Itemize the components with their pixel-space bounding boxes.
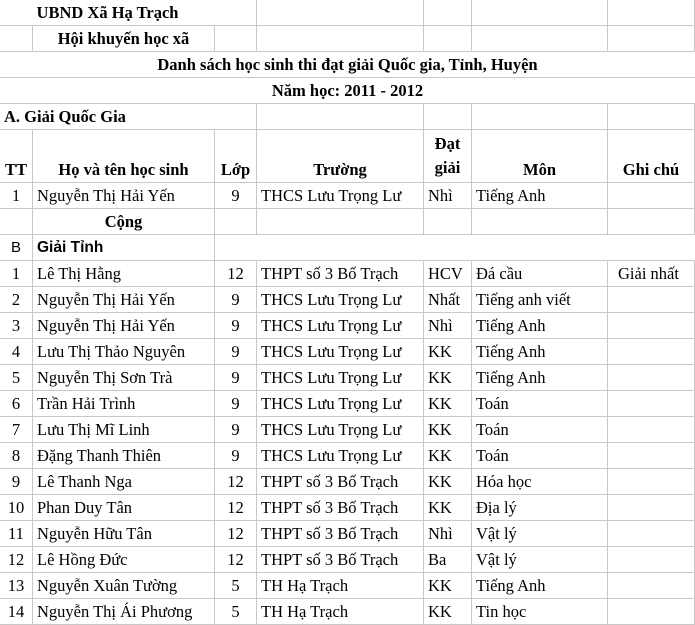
col-header-name[interactable]: Họ và tên học sinh — [33, 130, 215, 182]
cell-subject[interactable]: Toán — [472, 391, 608, 416]
cell-school[interactable]: THCS Lưu Trọng Lư — [257, 287, 424, 312]
cell-tt[interactable]: 1 — [0, 183, 33, 208]
cell-school[interactable]: THPT số 3 Bố Trạch — [257, 469, 424, 494]
cell-note[interactable] — [608, 573, 695, 598]
cell-school[interactable]: THCS Lưu Trọng Lư — [257, 339, 424, 364]
cell-tt[interactable]: 7 — [0, 417, 33, 442]
table-row — [0, 287, 695, 313]
column-header-row — [0, 130, 695, 183]
cell-grade[interactable]: 9 — [215, 287, 257, 312]
cell-school[interactable]: TH Hạ Trạch — [257, 573, 424, 598]
cell-grade[interactable]: 9 — [215, 391, 257, 416]
cell-note[interactable] — [608, 287, 695, 312]
table-row — [0, 417, 695, 443]
cell-subject[interactable]: Tiếng Anh — [472, 339, 608, 364]
empty-cell[interactable] — [257, 209, 424, 234]
cell-tt[interactable]: 9 — [0, 469, 33, 494]
section-a-rows — [0, 183, 695, 209]
col-header-award-line1: Đạt — [434, 134, 461, 153]
cell-subject[interactable]: Hóa học — [472, 469, 608, 494]
col-header-note[interactable]: Ghi chú — [608, 130, 695, 182]
cell-note[interactable] — [608, 391, 695, 416]
empty-cell[interactable] — [215, 26, 257, 51]
association-name[interactable]: Hội khuyến học xã — [33, 26, 215, 51]
cell-subject[interactable]: Tiếng Anh — [472, 313, 608, 338]
empty-cell[interactable] — [424, 104, 472, 129]
table-row — [0, 521, 695, 547]
cell-award[interactable]: Nhì — [424, 313, 472, 338]
cell-tt[interactable]: 12 — [0, 547, 33, 572]
cell-name[interactable]: Lê Thanh Nga — [33, 469, 215, 494]
school-year[interactable]: Năm học: 2011 - 2012 — [271, 81, 424, 100]
cell-grade[interactable]: 12 — [215, 261, 257, 286]
cell-grade[interactable]: 9 — [215, 443, 257, 468]
empty-cell[interactable] — [608, 26, 695, 51]
empty-cell[interactable] — [472, 104, 608, 129]
cell-award[interactable]: Nhì — [424, 183, 472, 208]
cell-award[interactable]: Nhất — [424, 287, 472, 312]
empty-cell[interactable] — [608, 209, 695, 234]
cell-grade[interactable]: 12 — [215, 547, 257, 572]
cell-note[interactable] — [608, 183, 695, 208]
empty-cell[interactable] — [472, 0, 608, 25]
section-a-row — [0, 104, 695, 130]
cell-subject[interactable]: Tiếng Anh — [472, 573, 608, 598]
cell-name[interactable]: Đặng Thanh Thiên — [33, 443, 215, 468]
cell-tt[interactable]: 2 — [0, 287, 33, 312]
table-row — [0, 443, 695, 469]
cell-name[interactable]: Lê Thị Hằng — [33, 261, 215, 286]
cell-name[interactable]: Lê Hồng Đức — [33, 547, 215, 572]
col-header-subject[interactable]: Môn — [472, 130, 608, 182]
cell-note[interactable] — [608, 313, 695, 338]
cell-note[interactable] — [608, 495, 695, 520]
empty-cell[interactable] — [257, 104, 424, 129]
empty-cell[interactable] — [215, 235, 695, 260]
table-row — [0, 313, 695, 339]
cell-name[interactable]: Nguyễn Hữu Tân — [33, 521, 215, 546]
cell-school[interactable]: THPT số 3 Bố Trạch — [257, 495, 424, 520]
cell-tt[interactable]: 1 — [0, 261, 33, 286]
cell-school[interactable]: THCS Lưu Trọng Lư — [257, 443, 424, 468]
total-label[interactable]: Cộng — [33, 209, 215, 234]
empty-cell[interactable] — [472, 209, 608, 234]
cell-award[interactable]: Ba — [424, 547, 472, 572]
cell-award[interactable]: KK — [424, 391, 472, 416]
cell-note[interactable] — [608, 443, 695, 468]
cell-tt[interactable]: 10 — [0, 495, 33, 520]
cell-grade[interactable]: 5 — [215, 573, 257, 598]
cell-note[interactable] — [608, 365, 695, 390]
cell-subject[interactable]: Vật lý — [472, 521, 608, 546]
table-row — [0, 391, 695, 417]
cell-school[interactable]: THCS Lưu Trọng Lư — [257, 365, 424, 390]
cell-grade[interactable]: 9 — [215, 339, 257, 364]
cell-subject[interactable]: Tiếng Anh — [472, 365, 608, 390]
table-row — [0, 573, 695, 599]
empty-cell[interactable] — [0, 209, 33, 234]
table-row — [0, 183, 695, 209]
cell-subject[interactable]: Tiếng Anh — [472, 183, 608, 208]
cell-grade[interactable]: 9 — [215, 313, 257, 338]
section-b-title[interactable]: Giải Tỉnh — [33, 235, 215, 260]
col-header-tt[interactable]: TT — [0, 130, 33, 182]
col-header-school[interactable]: Trường — [257, 130, 424, 182]
cell-tt[interactable]: 5 — [0, 365, 33, 390]
empty-cell[interactable] — [257, 26, 424, 51]
cell-name[interactable]: Nguyễn Thị Ái Phương — [33, 599, 215, 624]
cell-award[interactable]: KK — [424, 365, 472, 390]
table-row — [0, 339, 695, 365]
section-b-row — [0, 235, 695, 261]
cell-award[interactable]: HCV — [424, 261, 472, 286]
cell-note[interactable] — [608, 521, 695, 546]
cell-school[interactable]: THCS Lưu Trọng Lư — [257, 313, 424, 338]
cell-grade[interactable]: 9 — [215, 365, 257, 390]
empty-cell[interactable] — [215, 0, 257, 25]
cell-grade[interactable]: 9 — [215, 183, 257, 208]
section-b-rows — [0, 261, 695, 625]
table-row — [0, 261, 695, 287]
cell-award[interactable]: KK — [424, 469, 472, 494]
cell-name[interactable]: Nguyễn Thị Hải Yến — [33, 287, 215, 312]
cell-grade[interactable]: 9 — [215, 417, 257, 442]
cell-name[interactable]: Trần Hải Trình — [33, 391, 215, 416]
org-name[interactable]: UBND Xã Hạ Trạch — [36, 3, 179, 22]
cell-school[interactable]: THCS Lưu Trọng Lư — [257, 183, 424, 208]
col-header-grade[interactable]: Lớp — [215, 130, 257, 182]
cell-tt[interactable]: 3 — [0, 313, 33, 338]
empty-cell[interactable] — [215, 209, 257, 234]
section-a-title[interactable]: A. Giải Quốc Gia — [4, 107, 126, 126]
empty-cell[interactable] — [257, 0, 424, 25]
table-row — [0, 495, 695, 521]
empty-cell[interactable] — [424, 0, 472, 25]
cell-subject[interactable]: Vật lý — [472, 547, 608, 572]
cell-award[interactable]: KK — [424, 417, 472, 442]
col-header-award[interactable] — [424, 130, 472, 182]
cell-name[interactable]: Nguyễn Thị Hải Yến — [33, 183, 215, 208]
cell-grade[interactable]: 12 — [215, 495, 257, 520]
cell-name[interactable]: Lưu Thị Mĩ Linh — [33, 417, 215, 442]
cell-note[interactable] — [608, 599, 695, 624]
cell-award[interactable]: KK — [424, 339, 472, 364]
cell-note[interactable] — [608, 417, 695, 442]
total-row — [0, 209, 695, 235]
cell-subject[interactable]: Toán — [472, 417, 608, 442]
cell-name[interactable]: Phan Duy Tân — [33, 495, 215, 520]
cell-tt[interactable]: 4 — [0, 339, 33, 364]
title-row — [0, 52, 695, 78]
cell-school[interactable]: THCS Lưu Trọng Lư — [257, 391, 424, 416]
cell-school[interactable]: THPT số 3 Bố Trạch — [257, 521, 424, 546]
cell-school[interactable]: THPT số 3 Bố Trạch — [257, 261, 424, 286]
cell-subject[interactable]: Tiếng anh viết — [472, 287, 608, 312]
cell-name[interactable]: Lưu Thị Thảo Nguyên — [33, 339, 215, 364]
table-row — [0, 469, 695, 495]
cell-note[interactable]: Giải nhất — [608, 261, 695, 286]
cell-name[interactable]: Nguyễn Xuân Tường — [33, 573, 215, 598]
header-association-row — [0, 26, 695, 52]
section-b-code[interactable]: B — [0, 235, 33, 260]
empty-cell[interactable] — [424, 26, 472, 51]
table-row — [0, 547, 695, 573]
cell-school[interactable]: THCS Lưu Trọng Lư — [257, 417, 424, 442]
cell-tt[interactable]: 11 — [0, 521, 33, 546]
empty-cell[interactable] — [608, 104, 695, 129]
cell-award[interactable]: KK — [424, 443, 472, 468]
document-title[interactable]: Danh sách học sinh thi đạt giải Quốc gia, Tỉnh, Huyện — [157, 55, 538, 74]
cell-school[interactable]: THPT số 3 Bố Trạch — [257, 547, 424, 572]
cell-tt[interactable]: 6 — [0, 391, 33, 416]
cell-subject[interactable]: Tin học — [472, 599, 608, 624]
cell-grade[interactable]: 12 — [215, 469, 257, 494]
cell-tt[interactable]: 14 — [0, 599, 33, 624]
cell-name[interactable]: Nguyễn Thị Hải Yến — [33, 313, 215, 338]
empty-cell[interactable] — [0, 26, 33, 51]
cell-name[interactable]: Nguyễn Thị Sơn Trà — [33, 365, 215, 390]
empty-cell[interactable] — [215, 104, 257, 129]
empty-cell[interactable] — [424, 209, 472, 234]
cell-school[interactable]: TH Hạ Trạch — [257, 599, 424, 624]
cell-note[interactable] — [608, 469, 695, 494]
cell-award[interactable]: KK — [424, 495, 472, 520]
cell-award[interactable]: KK — [424, 599, 472, 624]
year-row — [0, 78, 695, 104]
cell-subject[interactable]: Đá cầu — [472, 261, 608, 286]
cell-subject[interactable]: Địa lý — [472, 495, 608, 520]
cell-note[interactable] — [608, 339, 695, 364]
empty-cell[interactable] — [472, 26, 608, 51]
cell-note[interactable] — [608, 547, 695, 572]
empty-cell[interactable] — [608, 0, 695, 25]
cell-tt[interactable]: 8 — [0, 443, 33, 468]
cell-award[interactable]: KK — [424, 573, 472, 598]
cell-subject[interactable]: Toán — [472, 443, 608, 468]
cell-grade[interactable]: 5 — [215, 599, 257, 624]
cell-award[interactable]: Nhì — [424, 521, 472, 546]
table-row — [0, 365, 695, 391]
header-org-row — [0, 0, 695, 26]
table-row — [0, 599, 695, 625]
col-header-award-line2: giải — [434, 158, 461, 177]
cell-grade[interactable]: 12 — [215, 521, 257, 546]
cell-tt[interactable]: 13 — [0, 573, 33, 598]
